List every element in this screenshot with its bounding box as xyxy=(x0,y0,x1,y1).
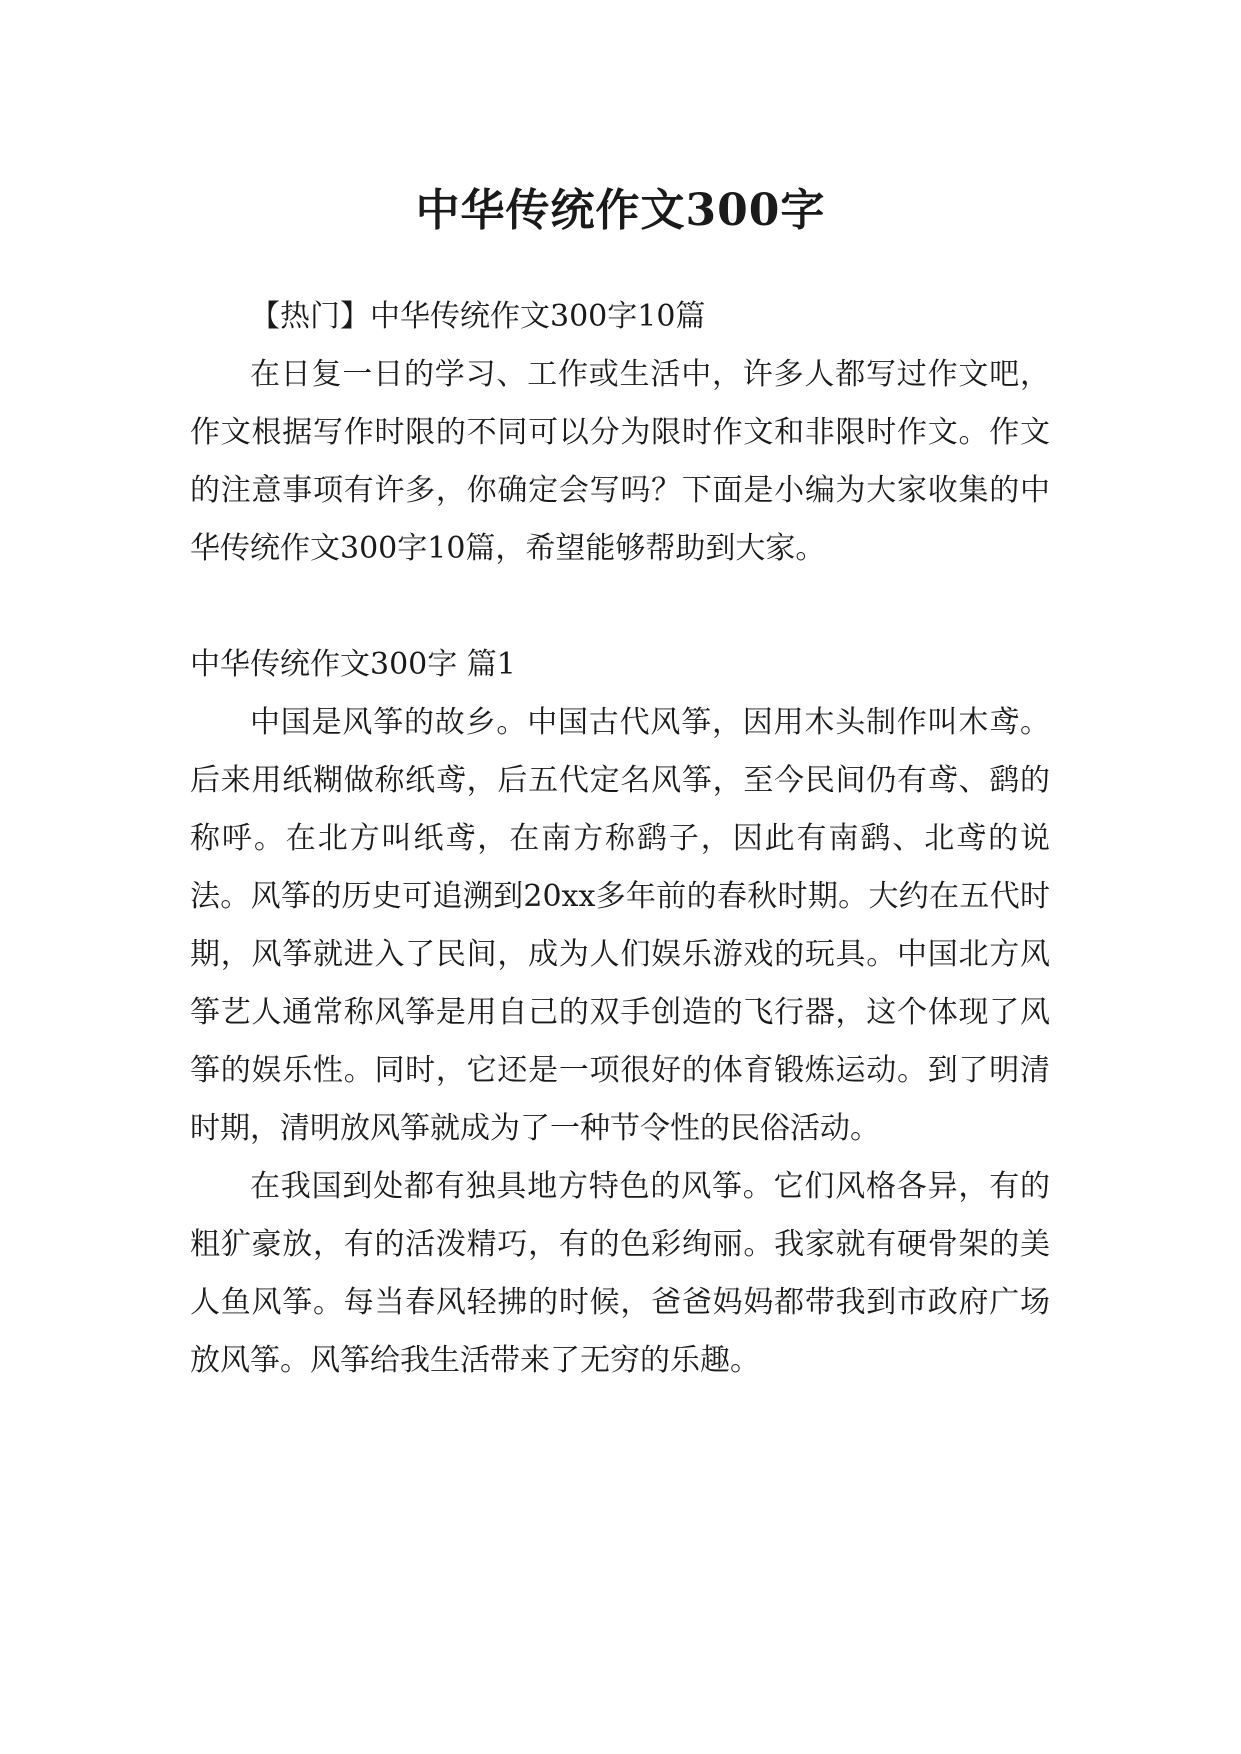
document-body xyxy=(190,288,1050,1390)
body-paragraph: 中国是风筝的故乡。中国古代风筝，因用木头制作叫木鸢。后来用纸糊做称纸鸢，后五代定名风筝，至今民间仍有鸢、鹞的称呼。在北方叫纸鸢，在南方称鹞子，因此有南鹞、北鸢的说法。风筝的历史可追溯到20xx多年前的春秋时期。大约在五代时期，风筝就进入了民间，成为人们娱乐游戏的玩具。中国北方风筝艺人通常称风筝是用自己的双手创造的飞行器，这个体现了风筝的娱乐性。同时，它还是一项很好的体育锻炼运动。到了明清时期，清明放风筝就成为了一种节令性的民俗活动。 xyxy=(190,705,1050,1146)
section-heading: 中华传统作文300字 篇1 xyxy=(190,647,516,682)
document-title: 中华传统作文300字 xyxy=(415,185,826,237)
intro-paragraph: 在日复一日的学习、工作或生活中，许多人都写过作文吧，作文根据写作时限的不同可以分为限时作文和非限时作文。作文的注意事项有许多，你确定会写吗？下面是小编为大家收集的中华传统作文300字10篇，希望能够帮助到大家。 xyxy=(190,357,1050,566)
body-paragraph: 在我国到处都有独具地方特色的风筝。它们风格各异，有的粗犷豪放，有的活泼精巧，有的色彩绚丽。我家就有硬骨架的美人鱼风筝。每当春风轻拂的时候，爸爸妈妈都带我到市政府广场放风筝。风筝给我生活带来了无穷的乐趣。 xyxy=(190,1169,1050,1378)
document-subtitle: 【热门】中华传统作文300字10篇 xyxy=(250,299,706,334)
